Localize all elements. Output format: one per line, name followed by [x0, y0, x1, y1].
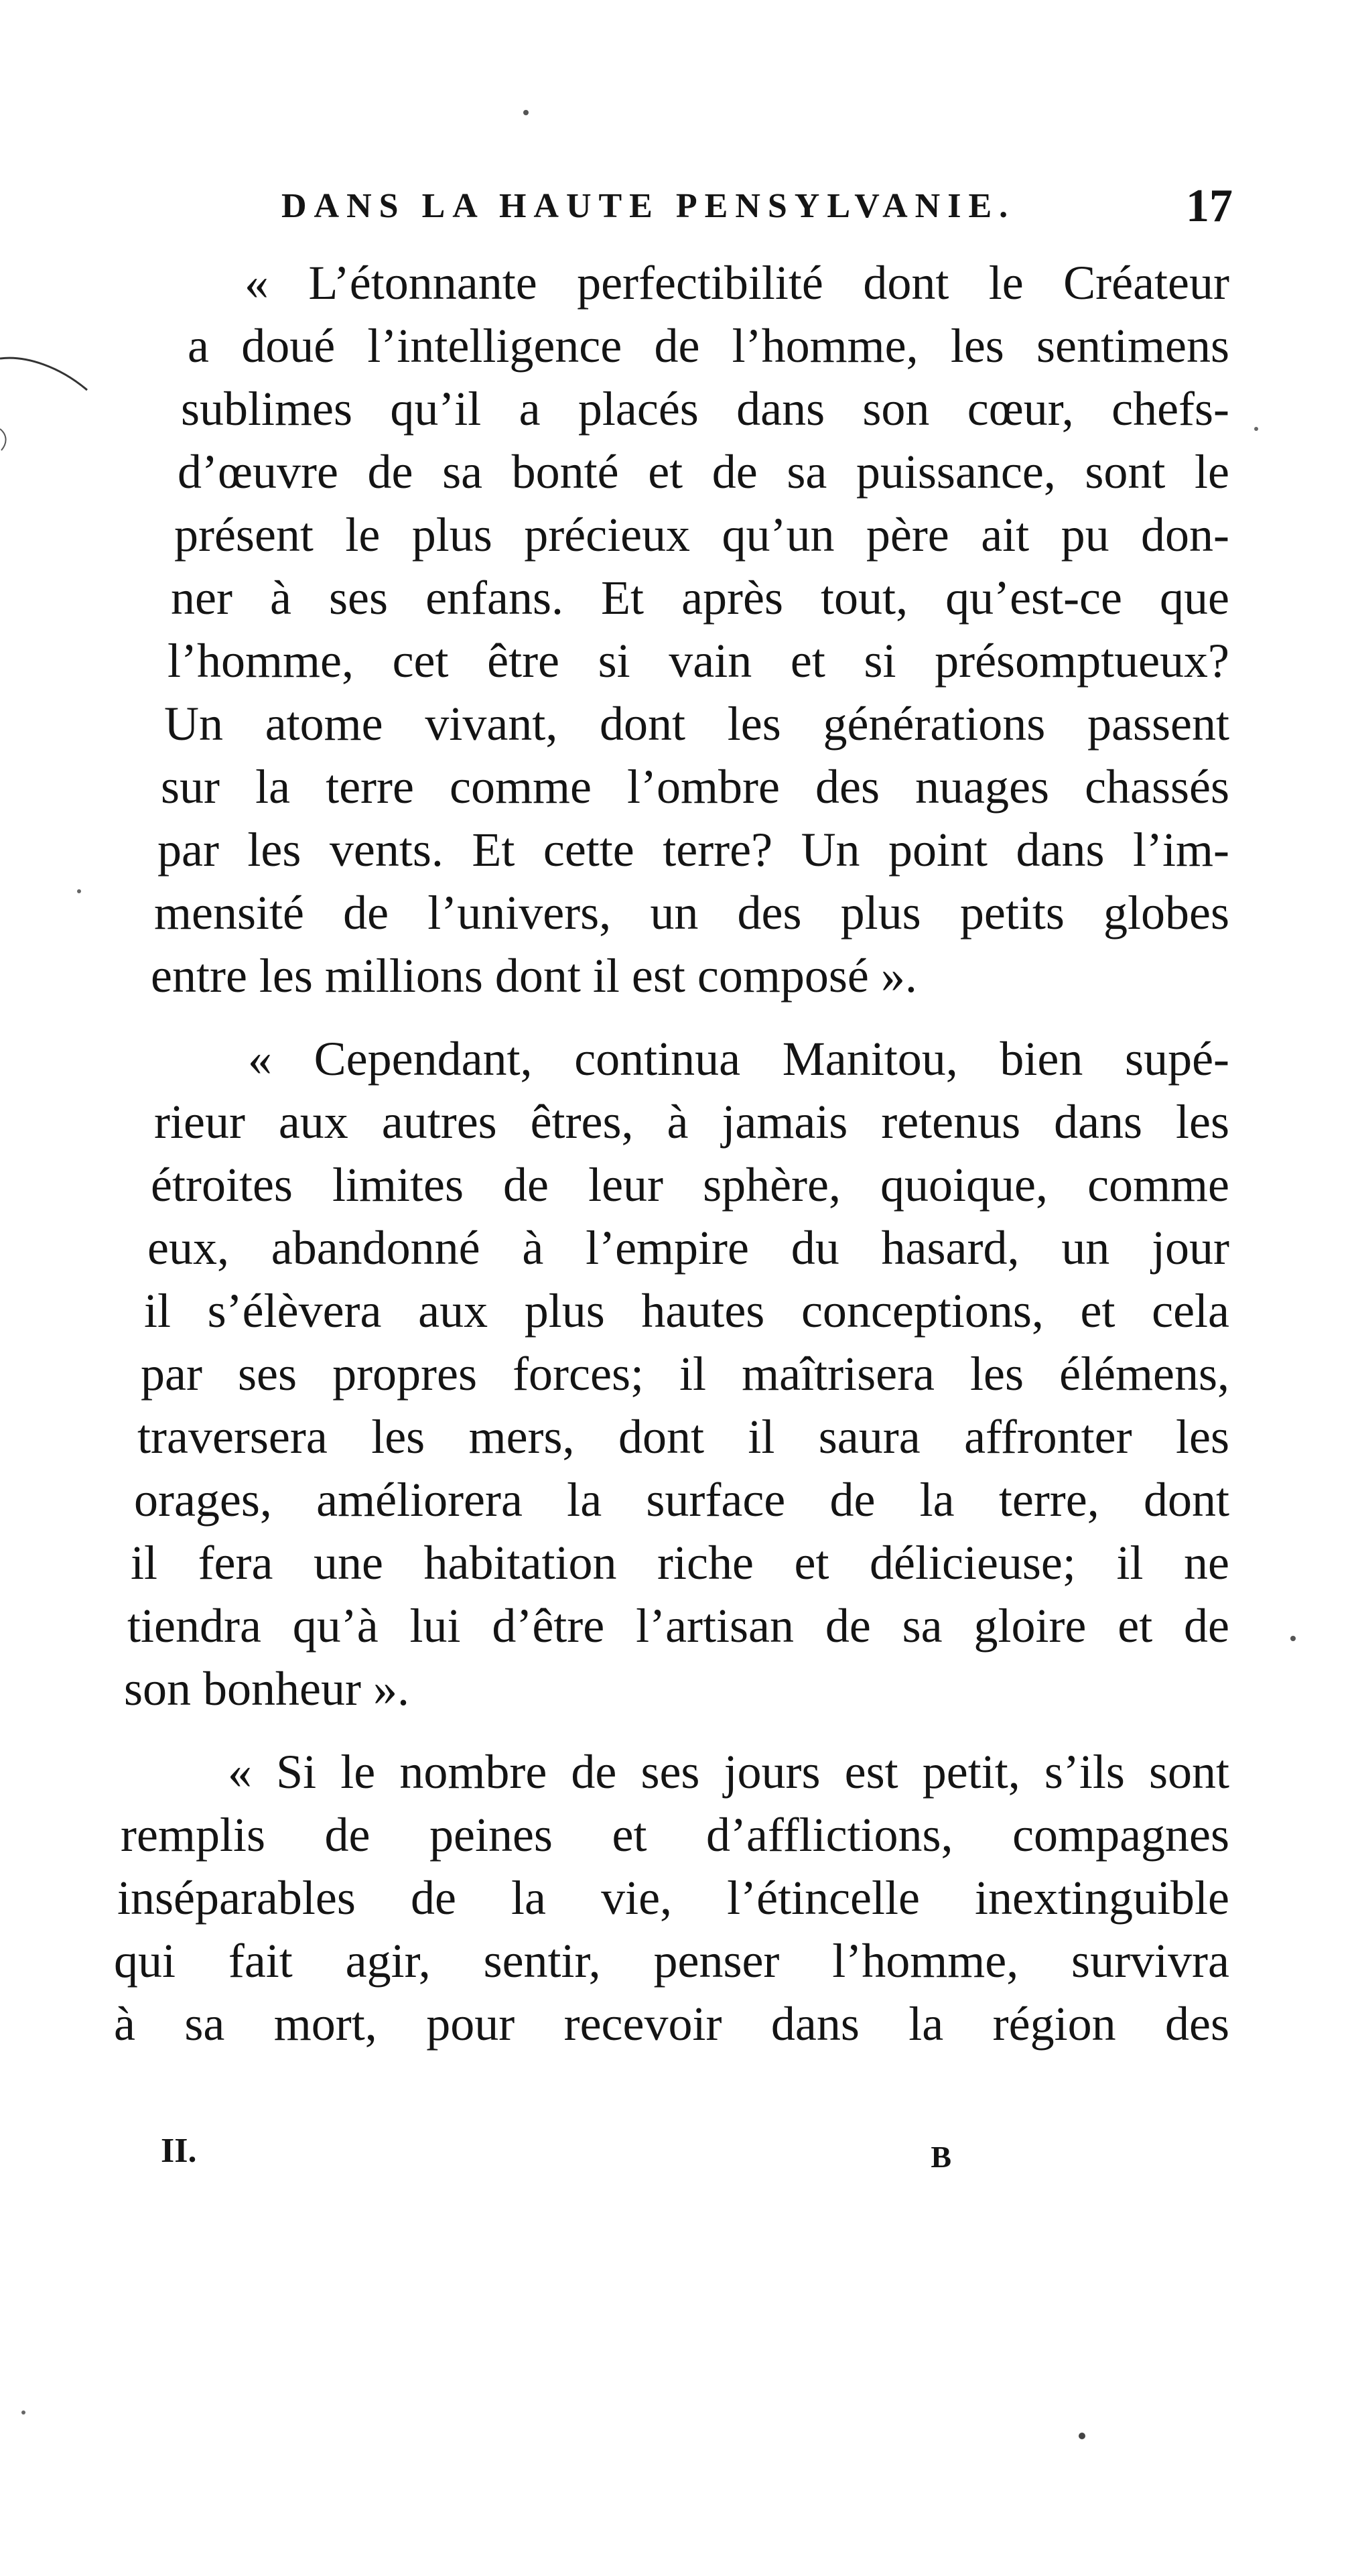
- text-line: Un atome vivant, dont les générations passent: [164, 697, 1229, 751]
- running-title: DANS LA HAUTE PENSYLVANIE.: [281, 187, 1016, 225]
- text-line: présent le plus précieux qu’un père ait pu don-: [174, 508, 1229, 562]
- text-line: l’homme, cet être si vain et si présomptueux?: [167, 634, 1229, 688]
- margin-curl-mark: [0, 429, 6, 450]
- text-line: ner à ses enfans. Et après tout, qu’est-ce que: [171, 571, 1229, 625]
- page-header: [281, 180, 1233, 247]
- speck-mark: [77, 889, 81, 893]
- speck-mark: [1254, 427, 1258, 431]
- text-line: il fera une habitation riche et délicieuse; il ne: [131, 1536, 1229, 1590]
- sheet-mark: B: [931, 2140, 951, 2174]
- text-line: a doué l’intelligence de l’homme, les sentimens: [188, 319, 1229, 373]
- text-line: eux, abandonné à l’empire du hasard, un jour: [147, 1221, 1229, 1275]
- text-line: « L’étonnante perfectibilité dont le Créateur: [245, 256, 1229, 310]
- margin-stroke-mark: [0, 358, 87, 390]
- text-line: remplis de peines et d’afflictions, compagnes: [121, 1808, 1229, 1862]
- speck-mark: [21, 2410, 25, 2414]
- text-line: tiendra qu’à lui d’être l’artisan de sa gloire et de: [127, 1599, 1229, 1653]
- text-line: par ses propres forces; il maîtrisera les élémens,: [141, 1347, 1229, 1401]
- signature-mark: II.: [161, 2132, 197, 2170]
- paragraph: [114, 1740, 1229, 2055]
- text-line: sublimes qu’il a placés dans son cœur, chefs-: [181, 382, 1229, 436]
- text-line: d’œuvre de sa bonté et de sa puissance, sont le: [178, 445, 1229, 499]
- body-text: [114, 251, 1229, 2055]
- text-line: orages, améliorera la surface de la terre, dont: [134, 1473, 1229, 1527]
- text-line: « Cependant, continua Manitou, bien supé-: [248, 1032, 1229, 1086]
- text-line: à sa mort, pour recevoir dans la région des: [114, 1997, 1229, 2051]
- page-footer: [161, 2131, 951, 2185]
- text-line: traversera les mers, dont il saura affronter les: [137, 1410, 1229, 1464]
- text-line: « Si le nombre de ses jours est petit, s’ils sont: [228, 1745, 1229, 1799]
- page-number: 17: [1186, 180, 1233, 232]
- speck-mark: [1290, 1636, 1296, 1641]
- paragraph: [114, 1027, 1229, 1720]
- text-line: mensité de l’univers, un des plus petits globes: [154, 886, 1229, 940]
- paragraph: [114, 251, 1229, 1007]
- text-line: par les vents. Et cette terre? Un point dans l’im-: [157, 823, 1229, 877]
- text-line: qui fait agir, sentir, penser l’homme, survivra: [114, 1934, 1229, 1988]
- speck-mark: [523, 110, 529, 115]
- text-line: sur la terre comme l’ombre des nuages chassés: [161, 760, 1229, 814]
- text-line: étroites limites de leur sphère, quoique, comme: [151, 1158, 1229, 1212]
- text-line: entre les millions dont il est composé ».: [151, 949, 917, 1003]
- text-line: il s’élèvera aux plus hautes conceptions, et cela: [144, 1284, 1229, 1338]
- text-line: rieur aux autres êtres, à jamais retenus dans les: [154, 1095, 1229, 1149]
- speck-mark: [1079, 2433, 1085, 2439]
- text-line: son bonheur ».: [124, 1662, 409, 1716]
- text-line: inséparables de la vie, l’étincelle inextinguible: [117, 1871, 1229, 1925]
